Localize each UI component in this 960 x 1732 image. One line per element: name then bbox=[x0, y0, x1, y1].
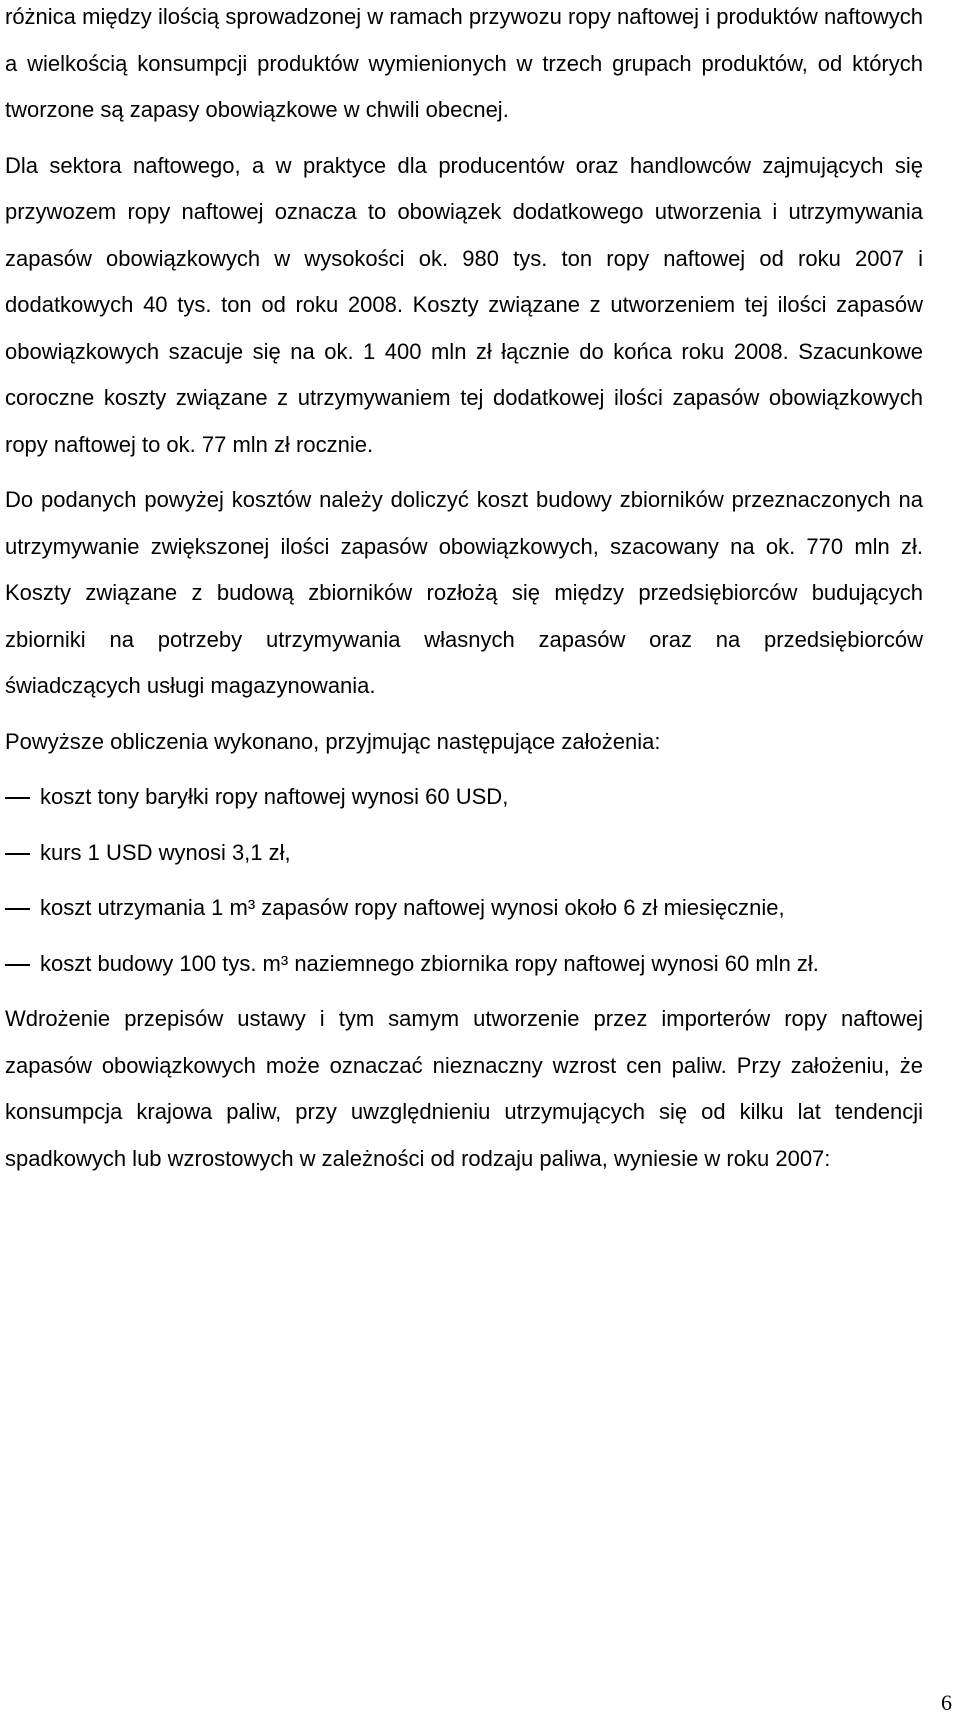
dash-bullet-icon bbox=[5, 964, 30, 966]
dash-bullet-icon bbox=[5, 797, 30, 799]
closing-paragraph: Wdrożenie przepisów ustawy i tym samym utworzenie przez importerów ropy naftowej zapasów obowiązkowych może oznaczać nieznaczny wzrost cen paliw. Przy założeniu, że konsumpcja krajowa paliw, przy uwzględnieniu utrzymujących się od kilku lat tendencji spadkowych lub wzrostowych w zależności od rodzaju paliwa, wyniesie w roku 2007: bbox=[5, 1006, 923, 1171]
paragraph-1: różnica między ilością sprowadzonej w ramach przywozu ropy naftowej i produktów naftowych a wielkością konsumpcji produktów wymienionych w trzech grupach produktów, od których tworzone są zapasy obowiązkowe w chwili obecnej. bbox=[5, 4, 923, 122]
paragraph-gap bbox=[5, 468, 923, 477]
paragraph-gap bbox=[5, 710, 923, 719]
paragraph-3: Do podanych powyżej kosztów należy doliczyć koszt budowy zbiorników przeznaczonych na utrzymywanie zwiększonej ilości zapasów obowiązkowych, szacowany na ok. 770 mln zł. Koszty związane z budową zbiorników rozłożą się między przedsiębiorców budujących zbiorniki na potrzeby utrzymywania własnych zapasów oraz na przedsiębiorców świadczących usługi magazynowania. bbox=[5, 487, 923, 698]
list-item-text: koszt utrzymania 1 m³ zapasów ropy naftowej wynosi około 6 zł miesięcznie, bbox=[40, 895, 785, 920]
list-item bbox=[5, 885, 923, 932]
list-item-text: koszt tony baryłki ropy naftowej wynosi 60 USD, bbox=[40, 784, 509, 809]
list-item bbox=[5, 830, 923, 877]
assumptions-list bbox=[5, 774, 923, 987]
paragraph-4: Powyższe obliczenia wykonano, przyjmując następujące założenia: bbox=[5, 728, 661, 754]
document-page bbox=[5, 0, 923, 1182]
paragraph-gap bbox=[5, 765, 923, 774]
dash-bullet-icon bbox=[5, 908, 30, 910]
list-item-text: koszt budowy 100 tys. m³ naziemnego zbiornika ropy naftowej wynosi 60 mln zł. bbox=[40, 950, 819, 976]
list-item bbox=[5, 941, 923, 988]
list-item-text: kurs 1 USD wynosi 3,1 zł, bbox=[40, 839, 291, 865]
list-item bbox=[5, 774, 923, 821]
paragraph-2: Dla sektora naftowego, a w praktyce dla producentów oraz handlowców zajmujących się przywozem ropy naftowej oznacza to obowiązek dodatkowego utworzenia i utrzymywania zapasów obowiązkowych w wysokości ok. 980 tys. ton ropy naftowej od roku 2007 i dodatkowych 40 tys. ton od roku 2008. Koszty związane z utworzeniem tej ilości zapasów obowiązkowych szacuje się na ok. 1 400 mln zł łącznie do końca roku 2008. Szacunkowe coroczne koszty związane z utrzymywaniem tej dodatkowej ilości zapasów obowiązkowych ropy naftowej to ok. 77 mln zł rocznie. bbox=[5, 152, 923, 457]
page-number: 6 bbox=[941, 1690, 952, 1715]
dash-bullet-icon bbox=[5, 853, 30, 855]
paragraph-gap bbox=[5, 134, 923, 143]
